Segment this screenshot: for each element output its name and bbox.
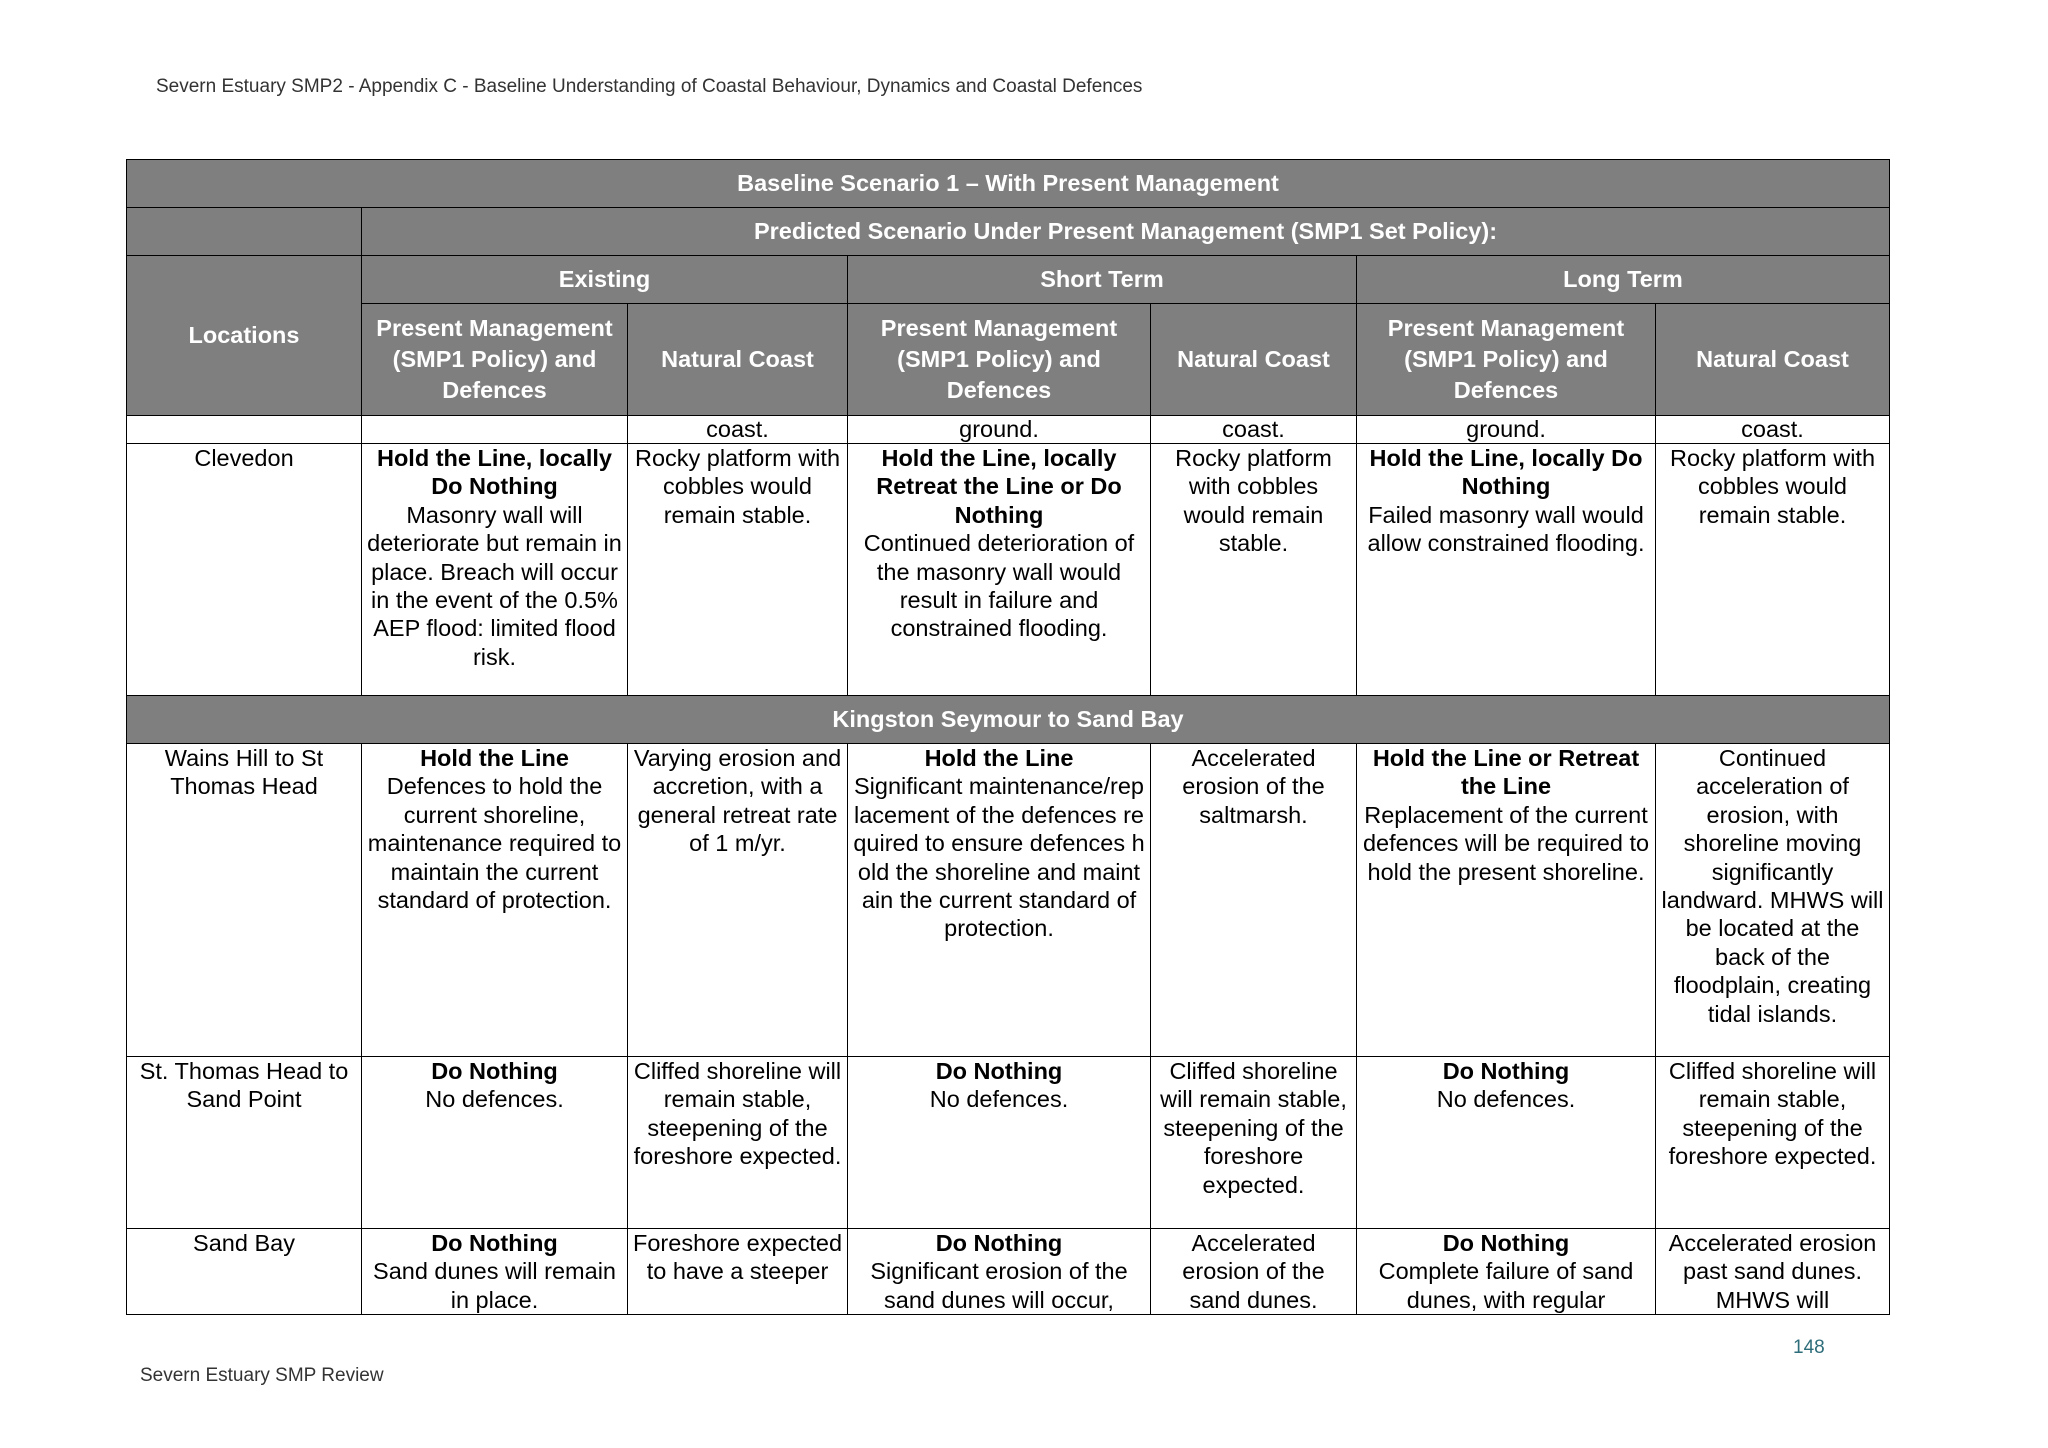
table-cell: coast.	[1151, 416, 1357, 444]
existing-pm-header	[362, 304, 628, 416]
running-header: Severn Estuary SMP2 - Appendix C - Baseline Understanding of Coastal Behaviour, Dynamics and Coastal Defences	[156, 76, 1143, 97]
pm-header-suffix: and Defences	[946, 346, 1101, 403]
baseline-scenario-table	[126, 159, 1890, 1315]
long-pm-cell	[1357, 744, 1656, 1057]
long-nc-header: Natural Coast	[1656, 304, 1890, 416]
pm-header-prefix: Present Management (SMP1 Policy)	[376, 315, 613, 372]
location-cell: Sand Bay	[127, 1229, 362, 1315]
short-nc-cell: Accelerated erosion of the saltmarsh.	[1151, 744, 1357, 1057]
policy-label: Do Nothing	[1442, 1230, 1570, 1256]
policy-description: Continued deterioration of the masonry wall would result in failure and constrained flooding.	[863, 530, 1135, 642]
table-cell	[127, 416, 362, 444]
short-nc-cell: Cliffed shoreline will remain stable, steepening of the foreshore expected.	[1151, 1057, 1357, 1229]
location-cell: Wains Hill to St Thomas Head	[127, 744, 362, 1057]
policy-description: No defences.	[425, 1086, 564, 1113]
policy-label: Hold the Line or Retreat the Line	[1372, 745, 1640, 800]
policy-label: Do Nothing	[431, 1230, 558, 1256]
policy-description: Replacement of the current defences will be required to hold the present shoreline.	[1362, 801, 1650, 885]
table-cell: coast.	[628, 416, 848, 444]
section-header: Kingston Seymour to Sand Bay	[127, 696, 1890, 744]
short-pm-cell	[848, 444, 1151, 696]
existing-pm-cell	[362, 1057, 628, 1229]
policy-description: Complete failure of sand dunes, with regular	[1378, 1258, 1634, 1313]
short-nc-cell: Rocky platform with cobbles would remain stable.	[1151, 444, 1357, 696]
long-pm-cell	[1357, 444, 1656, 696]
existing-pm-cell	[362, 744, 628, 1057]
policy-label: Hold the Line	[924, 745, 1074, 771]
policy-description: No defences.	[929, 1086, 1069, 1113]
pm-header-prefix: Present Management (SMP1 Policy)	[880, 315, 1118, 372]
long-pm-cell	[1357, 1057, 1656, 1229]
continuation-row	[127, 416, 1890, 444]
period-long-term-header: Long Term	[1357, 256, 1890, 304]
short-nc-cell: Accelerated erosion of the sand dunes.	[1151, 1229, 1357, 1315]
short-pm-cell	[848, 1057, 1151, 1229]
short-pm-cell	[848, 1229, 1151, 1315]
policy-label: Do Nothing	[935, 1230, 1063, 1256]
long-nc-cell: Cliffed shoreline will remain stable, steepening of the foreshore expected.	[1656, 1057, 1890, 1229]
section-row	[127, 696, 1890, 744]
period-existing-header: Existing	[362, 256, 848, 304]
policy-label: Do Nothing	[431, 1058, 558, 1084]
long-nc-cell: Continued acceleration of erosion, with shoreline moving significantly landward. MHWS will be located at the back of the floodplain, creating tidal islands.	[1656, 744, 1890, 1057]
existing-nc-cell: Rocky platform with cobbles would remain stable.	[628, 444, 848, 696]
policy-description: Sand dunes will remain in place.	[373, 1258, 616, 1313]
table-subtitle-row	[127, 208, 1890, 256]
pm-header-suffix: and Defences	[442, 346, 597, 403]
existing-pm-cell	[362, 1229, 628, 1315]
existing-nc-header: Natural Coast	[628, 304, 848, 416]
table-title: Baseline Scenario 1 – With Present Management	[127, 160, 1890, 208]
policy-description: Significant maintenance/replacement of the defences required to ensure defences hold the shoreline and maintain the current standard of protection.	[853, 773, 1145, 942]
existing-nc-cell: Cliffed shoreline will remain stable, steepening of the foreshore expected.	[628, 1057, 848, 1229]
short-pm-cell	[848, 744, 1151, 1057]
existing-nc-cell: Foreshore expected to have a steeper	[628, 1229, 848, 1315]
table-cell: ground.	[848, 416, 1151, 444]
pm-header-prefix: Present Management (SMP1 Policy)	[1387, 315, 1625, 372]
period-header-row	[127, 256, 1890, 304]
policy-label: Hold the Line	[420, 745, 569, 771]
long-nc-cell: Rocky platform with cobbles would remain stable.	[1656, 444, 1890, 696]
table-row	[127, 744, 1890, 1057]
policy-description: Significant erosion of the sand dunes will occur,	[870, 1258, 1128, 1313]
page-footer: Severn Estuary SMP Review	[140, 1365, 384, 1386]
policy-label: Do Nothing	[935, 1058, 1063, 1084]
table-cell: coast.	[1656, 416, 1890, 444]
pm-header-suffix: and Defences	[1453, 346, 1608, 403]
policy-description: Failed masonry wall would allow constrained flooding.	[1367, 501, 1645, 557]
page-number: 148	[1793, 1337, 1825, 1358]
policy-label: Hold the Line, locally Do Nothing	[1369, 445, 1643, 500]
policy-label: Do Nothing	[1442, 1058, 1570, 1084]
locations-header: Locations	[127, 256, 362, 416]
existing-nc-cell: Varying erosion and accretion, with a general retreat rate of 1 m/yr.	[628, 744, 848, 1057]
location-cell: St. Thomas Head to Sand Point	[127, 1057, 362, 1229]
short-pm-header	[848, 304, 1151, 416]
blank-header-cell	[127, 208, 362, 256]
table-row	[127, 1057, 1890, 1229]
table-row	[127, 444, 1890, 696]
table-row	[127, 1229, 1890, 1315]
policy-label: Hold the Line, locally Retreat the Line or Do Nothing	[876, 445, 1122, 528]
existing-pm-cell	[362, 444, 628, 696]
period-short-term-header: Short Term	[848, 256, 1357, 304]
long-pm-header	[1357, 304, 1656, 416]
policy-label: Hold the Line, locally Do Nothing	[376, 445, 613, 500]
long-nc-cell: Accelerated erosion past sand dunes. MHWS will	[1656, 1229, 1890, 1315]
policy-description: Masonry wall will deteriorate but remain in place. Breach will occur in the event of the 0.5% AEP flood: limited flood risk.	[367, 501, 622, 670]
table-cell: ground.	[1357, 416, 1656, 444]
table-title-row	[127, 160, 1890, 208]
table-cell	[362, 416, 628, 444]
column-header-row	[127, 304, 1890, 416]
table-subtitle: Predicted Scenario Under Present Management (SMP1 Set Policy):	[362, 208, 1890, 256]
location-cell: Clevedon	[127, 444, 362, 696]
policy-description: No defences.	[1436, 1086, 1576, 1113]
short-nc-header: Natural Coast	[1151, 304, 1357, 416]
policy-description: Defences to hold the current shoreline, maintenance required to maintain the current standard of protection.	[367, 773, 622, 914]
long-pm-cell	[1357, 1229, 1656, 1315]
